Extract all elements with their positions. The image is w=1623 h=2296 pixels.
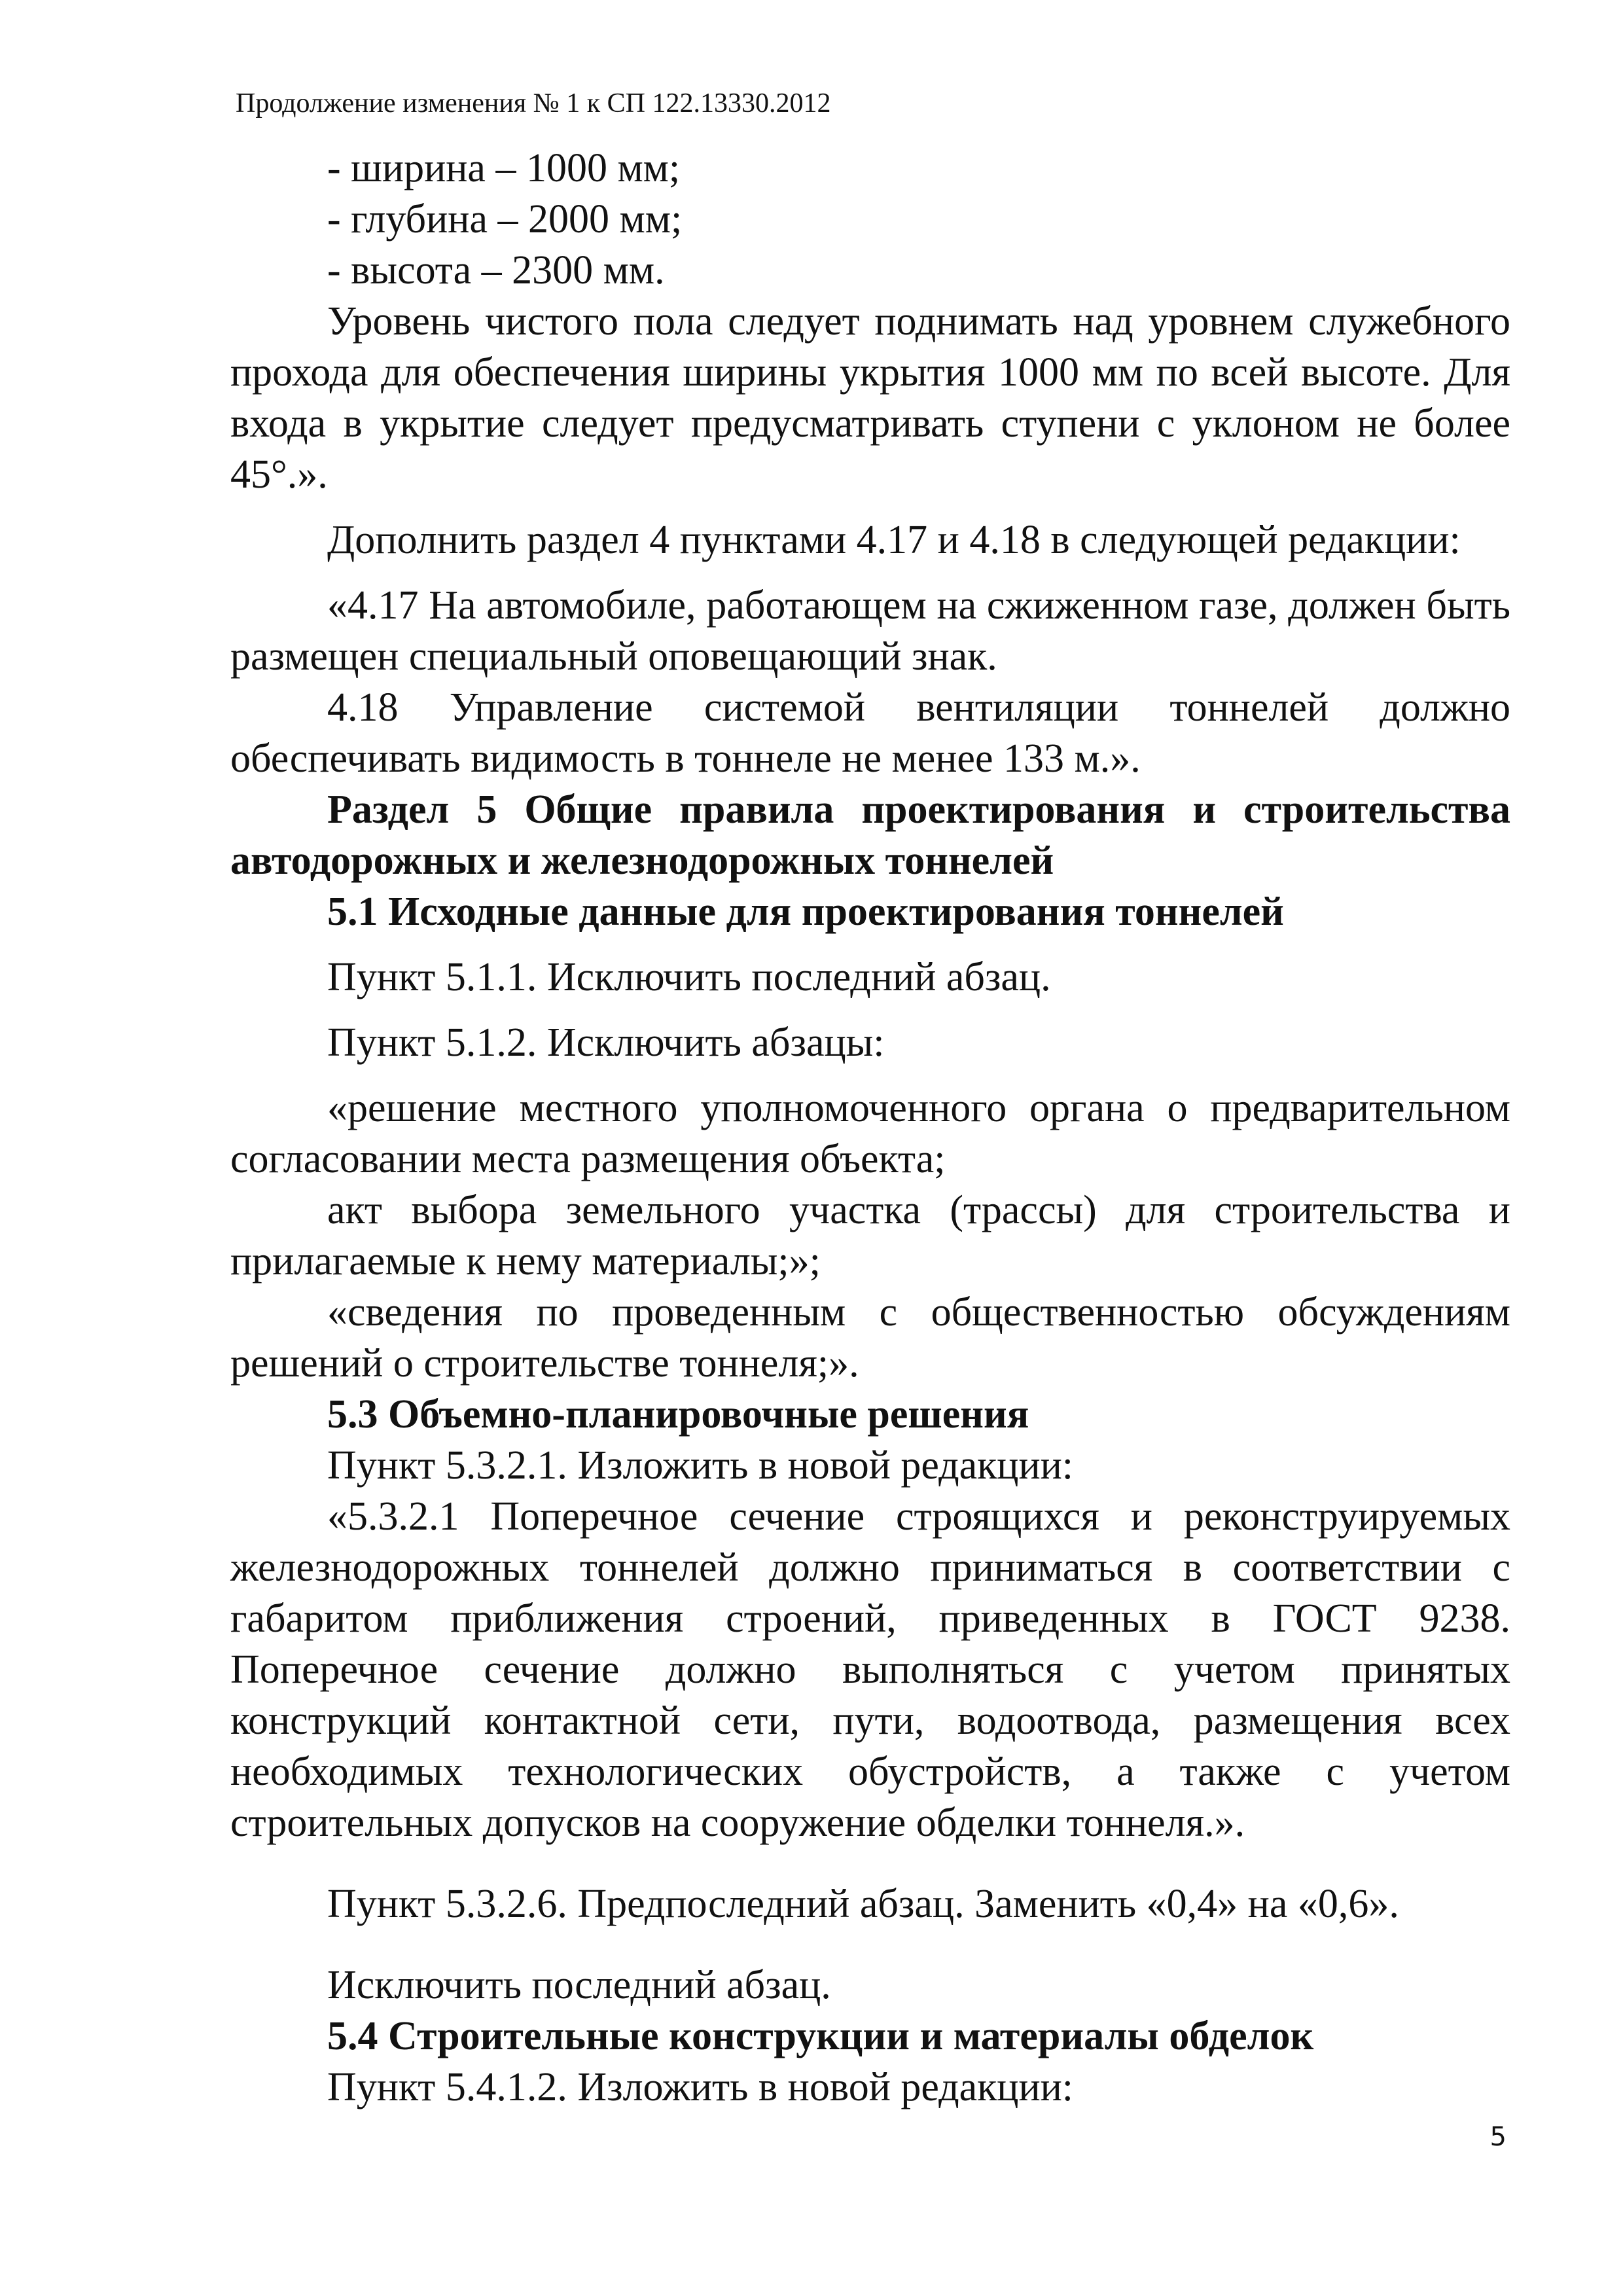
width-list-item: - ширина – 1000 мм; <box>327 146 681 190</box>
clause-5-3-2-6-paragraph: Пункт 5.3.2.6. Предпоследний абзац. Заменить «0,4» на «0,6». <box>327 1882 1399 1926</box>
clause-5-1-1-paragraph: Пункт 5.1.1. Исключить последний абзац. <box>327 955 1051 999</box>
quote-decision-paragraph: «решение местного уполномоченного органа о предварительном согласовании места размещения объекта; <box>230 1086 1510 1181</box>
add-section4-paragraph: Дополнить раздел 4 пунктами 4.17 и 4.18 в следующей редакции: <box>327 518 1461 562</box>
section5-heading: Раздел 5 Общие правила проектирования и строительства автодорожных и железнодорожных тоннелей <box>230 787 1510 883</box>
floor-level-paragraph: Уровень чистого пола следует поднимать над уровнем служебного прохода для обеспечения ширины укрытия 1000 мм по всей высоте. Для входа в укрытие следует предусматривать ступени с уклоном не более 45°.». <box>230 299 1510 497</box>
subsection-5-3-heading: 5.3 Объемно-планировочные решения <box>327 1392 1029 1437</box>
document-body <box>230 143 1510 2113</box>
subsection-5-1-heading: 5.1 Исходные данные для проектирования тоннелей <box>327 889 1284 934</box>
quote-5-3-2-1-paragraph: «5.3.2.1 Поперечное сечение строящихся и реконструируемых железнодорожных тоннелей должно приниматься в соответствии с габаритом приближения строений, приведенных в ГОСТ 9238. Поперечное сечение должно выполняться с учетом принятых конструкций контактной сети, пути, водоотвода, размещения всех необходимых технологических обустройств, а также с учетом строительных допусков на сооружение обделки тоннеля.». <box>230 1494 1510 1845</box>
height-list-item: - высота – 2300 мм. <box>327 248 665 293</box>
running-header: Продолжение изменения № 1 к СП 122.13330.2012 <box>236 88 831 118</box>
clause-5-1-2-paragraph: Пункт 5.1.2. Исключить абзацы: <box>327 1020 885 1065</box>
depth-list-item: - глубина – 2000 мм; <box>327 197 683 242</box>
clause-5-4-1-2-paragraph: Пункт 5.4.1.2. Изложить в новой редакции: <box>327 2065 1074 2109</box>
quote-info-paragraph: «сведения по проведенным с общественностью обсуждениям решений о строительстве тоннеля;». <box>230 1290 1510 1386</box>
exclude-last-paragraph: Исключить последний абзац. <box>327 1963 831 2007</box>
clause-5-3-2-1-paragraph: Пункт 5.3.2.1. Изложить в новой редакции: <box>327 1443 1074 1488</box>
quote-act-paragraph: акт выбора земельного участка (трассы) для строительства и прилагаемые к нему материалы;»; <box>230 1188 1510 1283</box>
clause-4-18-paragraph: 4.18 Управление системой вентиляции тоннелей должно обеспечивать видимость в тоннеле не менее 133 м.». <box>230 685 1510 781</box>
clause-4-17-paragraph: «4.17 На автомобиле, работающем на сжиженном газе, должен быть размещен специальный оповещающий знак. <box>230 583 1510 679</box>
page-number: 5 <box>1489 2122 1507 2152</box>
subsection-5-4-heading: 5.4 Строительные конструкции и материалы обделок <box>327 2014 1314 2058</box>
